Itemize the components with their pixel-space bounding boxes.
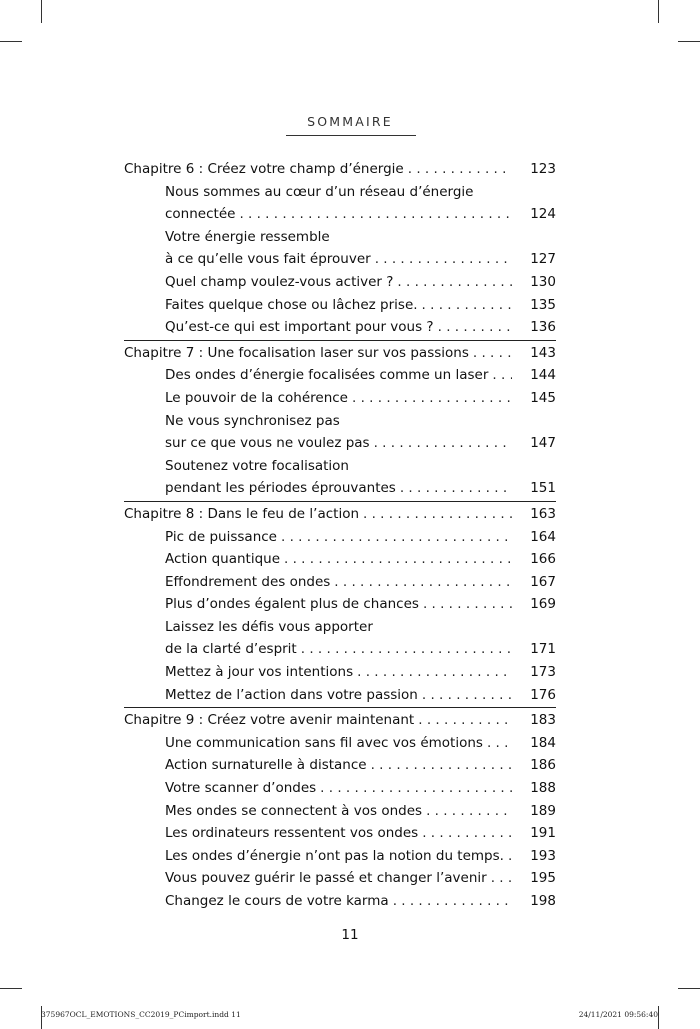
toc-entry-title: Mettez de l’action dans votre passion: [165, 686, 418, 703]
toc-page-number: 163: [530, 505, 556, 522]
toc-section-entry[interactable]: [124, 845, 556, 868]
page-title: SOMMAIRE: [307, 114, 393, 129]
toc-entry-title: Plus d’ondes égalent plus de chances: [165, 596, 419, 613]
crop-mark: [0, 988, 22, 989]
dot-leader: [363, 503, 512, 526]
toc-entry-title: Chapitre 7 : Une focalisation laser sur vos passions: [124, 344, 469, 361]
toc-section-entry[interactable]: [124, 867, 556, 890]
toc-page-number: 193: [530, 847, 556, 864]
crop-mark: [658, 1006, 659, 1029]
toc-section-entry[interactable]: [124, 271, 556, 294]
dot-leader: [422, 294, 512, 317]
toc-entry-title: Mes ondes se connectent à vos ondes: [165, 802, 423, 819]
toc-entry-title: connectée: [165, 206, 236, 223]
toc-page-number: 191: [530, 825, 556, 842]
toc-page-number: 124: [530, 206, 556, 223]
dot-leader: [374, 432, 512, 455]
toc-section-entry[interactable]: [124, 294, 556, 317]
toc-page-number: 173: [530, 664, 556, 681]
toc-page-number: 143: [530, 344, 556, 361]
toc-page-number: 166: [530, 551, 556, 568]
toc-chapter-entry[interactable]: [124, 709, 556, 732]
dot-leader: [438, 316, 512, 339]
toc-section-entry[interactable]: [124, 593, 556, 616]
toc-entry-title: Chapitre 8 : Dans le feu de l’action: [124, 505, 360, 522]
crop-mark: [0, 41, 22, 42]
toc-entry-title: Des ondes d’énergie focalisées comme un laser: [165, 367, 489, 384]
toc-section-entry[interactable]: [124, 822, 556, 845]
dot-leader: [301, 638, 512, 661]
dot-leader: [400, 477, 512, 500]
toc-chapter-entry[interactable]: [124, 342, 556, 365]
toc-entry-title: Action quantique: [165, 551, 281, 568]
toc-section-entry[interactable]: [124, 410, 556, 455]
toc-entry-title: Action surnaturelle à distance: [165, 757, 367, 774]
crop-mark: [678, 988, 700, 989]
crop-mark: [678, 41, 700, 42]
toc-section-entry[interactable]: [124, 684, 556, 707]
toc-page-number: 195: [530, 870, 556, 887]
toc-page-number: 145: [530, 389, 556, 406]
toc-page-number: 169: [530, 596, 556, 613]
toc-page-number: 183: [530, 712, 556, 729]
toc-entry-title: Les ordinateurs ressentent vos ondes: [165, 825, 419, 842]
dot-leader: [320, 777, 512, 800]
toc-page-number: 123: [530, 161, 556, 177]
dot-leader: [426, 800, 512, 823]
toc-entry-title: Une communication sans fil avec vos émotions: [165, 734, 483, 751]
toc-page-number: 186: [530, 757, 556, 774]
toc-section-entry[interactable]: [124, 455, 556, 500]
toc-entry-title: pendant les périodes éprouvantes: [165, 480, 396, 497]
toc-entry-title-line: Laissez les défis vous apporter: [165, 618, 373, 635]
dot-leader: [491, 867, 512, 890]
dot-leader: [375, 248, 512, 271]
toc-page-number: 127: [530, 251, 556, 268]
toc-entry-title: Les ondes d’énergie n’ont pas la notion du temps.: [165, 847, 504, 864]
toc-section-entry[interactable]: [124, 364, 556, 387]
toc-section-entry[interactable]: [124, 661, 556, 684]
toc-section-entry[interactable]: [124, 526, 556, 549]
dot-leader: [281, 526, 512, 549]
toc-section-entry[interactable]: [124, 181, 556, 226]
toc-page-number: 188: [530, 780, 556, 797]
toc-entry-title: à ce qu’elle vous fait éprouver: [165, 251, 371, 268]
toc-entry-title: Le pouvoir de la cohérence: [165, 389, 348, 406]
toc-page-number: 184: [530, 734, 556, 751]
toc-page-number: 171: [530, 641, 556, 658]
toc-section-entry[interactable]: [124, 800, 556, 823]
toc-section-entry[interactable]: [124, 777, 556, 800]
toc-page-number: 164: [530, 528, 556, 545]
toc-page-number: 151: [530, 480, 556, 497]
dot-leader: [397, 271, 512, 294]
dot-leader: [393, 890, 512, 913]
toc-entry-title: sur ce que vous ne voulez pas: [165, 435, 370, 452]
toc-page-number: 147: [530, 435, 556, 452]
toc-page-number: 198: [530, 893, 556, 909]
toc-section-entry[interactable]: [124, 387, 556, 410]
toc-entry-title-line: Soutenez votre focalisation: [165, 457, 349, 474]
toc-entry-title-line: Ne vous synchronisez pas: [165, 412, 340, 429]
dot-leader: [423, 593, 512, 616]
toc-entry-title: Effondrement des ondes: [165, 573, 331, 590]
toc-entry-title: Chapitre 6 : Créez votre champ d’énergie: [124, 161, 404, 177]
chapter-separator: [124, 501, 556, 502]
chapter-separator: [124, 340, 556, 341]
dot-leader: [284, 548, 512, 571]
toc-section-entry[interactable]: [124, 548, 556, 571]
toc-page-number: 176: [530, 686, 556, 703]
dot-leader: [508, 845, 512, 868]
toc-entry-title: de la clarté d’esprit: [165, 641, 297, 658]
toc-page-number: 130: [530, 273, 556, 290]
toc-entry-title: Quel champ voulez-vous activer ?: [165, 273, 394, 290]
toc-entry-title-line: Nous sommes au cœur d’un réseau d’énergie: [165, 183, 474, 200]
dot-leader: [357, 661, 512, 684]
dot-leader: [371, 754, 512, 777]
toc-chapter-entry[interactable]: [124, 158, 556, 181]
slug-file: 375967OCL_EMOTIONS_CC2019_PCimport.indd 11: [41, 1010, 241, 1019]
slug-date: 24/11/2021 09:56:40: [578, 1010, 658, 1019]
title-underline: [286, 135, 416, 136]
dot-leader: [422, 822, 512, 845]
toc-entry-title: Changez le cours de votre karma: [165, 893, 389, 909]
page-number: 11: [341, 927, 359, 943]
toc-entry-title: Chapitre 9 : Créez votre avenir maintenant: [124, 712, 415, 729]
chapter-separator: [124, 707, 556, 708]
dot-leader: [422, 684, 512, 707]
toc-entry-title: Faites quelque chose ou lâchez prise.: [165, 296, 418, 313]
toc-section-entry[interactable]: [124, 616, 556, 661]
toc-section-entry[interactable]: [124, 890, 556, 913]
toc-header: [0, 114, 700, 136]
toc-entry-title: Mettez à jour vos intentions: [165, 664, 354, 681]
dot-leader: [334, 571, 512, 594]
toc-page-number: 144: [530, 367, 556, 384]
dot-leader: [492, 364, 512, 387]
toc-section-entry[interactable]: [124, 226, 556, 271]
dot-leader: [239, 203, 512, 226]
toc-section-entry[interactable]: [124, 571, 556, 594]
toc-entry-title: Qu’est-ce qui est important pour vous ?: [165, 319, 434, 336]
crop-mark: [658, 0, 659, 23]
toc-entry-title: Votre scanner d’ondes: [165, 780, 317, 797]
dot-leader: [352, 387, 512, 410]
toc-page-number: 135: [530, 296, 556, 313]
crop-mark: [41, 0, 42, 23]
dot-leader: [408, 158, 512, 181]
toc-section-entry[interactable]: [124, 316, 556, 339]
toc-section-entry[interactable]: [124, 732, 556, 755]
table-of-contents: [124, 158, 556, 913]
toc-entry-title: Pic de puissance: [165, 528, 277, 545]
toc-chapter-entry[interactable]: [124, 503, 556, 526]
toc-section-entry[interactable]: [124, 754, 556, 777]
toc-page-number: 136: [530, 319, 556, 336]
toc-entry-title-line: Votre énergie ressemble: [165, 228, 330, 245]
toc-page-number: 189: [530, 802, 556, 819]
toc-entry-title: Vous pouvez guérir le passé et changer l’avenir: [165, 870, 487, 887]
dot-leader: [418, 709, 512, 732]
dot-leader: [487, 732, 512, 755]
dot-leader: [473, 342, 512, 365]
toc-page-number: 167: [530, 573, 556, 590]
